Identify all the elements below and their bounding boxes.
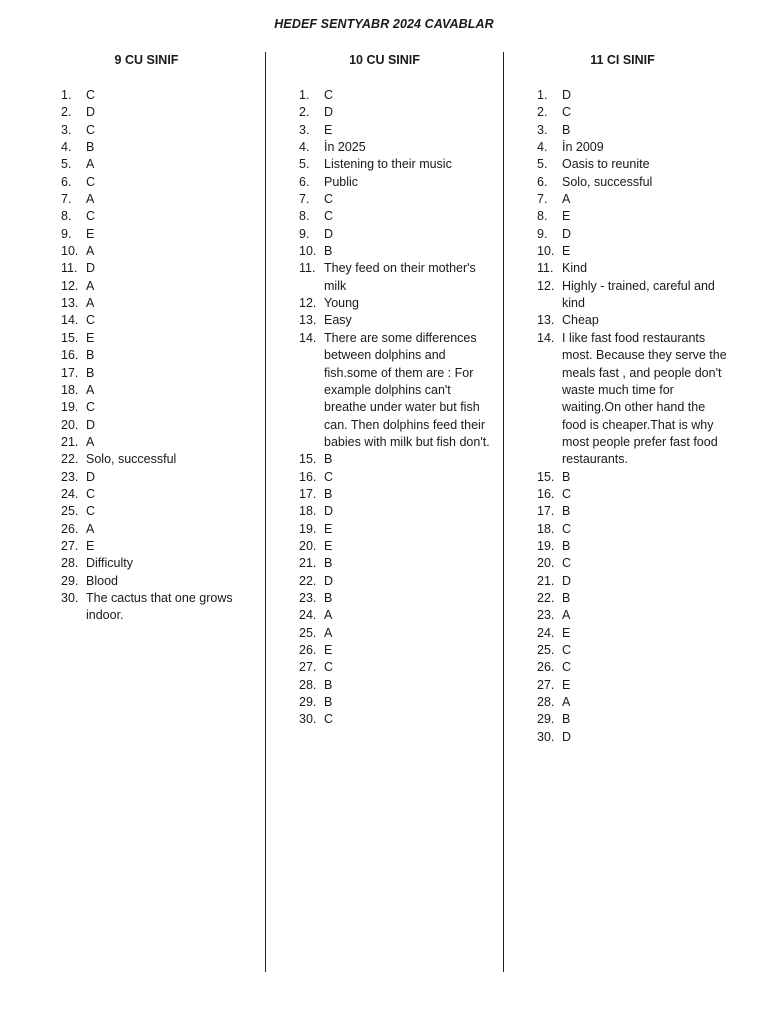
answer-number: 17.	[61, 365, 79, 380]
answer-text: Solo, successful	[562, 174, 653, 189]
answer-number: 23.	[537, 608, 555, 623]
answer-number: 7.	[537, 192, 548, 207]
answer-text: Young	[324, 296, 359, 311]
answer-list	[537, 87, 732, 746]
answer-text: İn 2009	[562, 140, 604, 155]
answer-text: D	[86, 417, 96, 432]
answer-text: Kind	[562, 261, 588, 276]
answer-text: C	[86, 400, 96, 415]
answer-number: 18.	[61, 382, 79, 397]
answer-number: 4.	[299, 140, 310, 155]
answer-item	[537, 694, 732, 711]
answer-text: E	[562, 625, 571, 640]
answer-item	[61, 590, 241, 625]
answer-text: I like fast food restaurants most. Because they serve the meals fast , and people don't waste much time for waiting.On other hand the food is cheaper.That is why most people prefer fast food restaurants.	[562, 330, 727, 467]
answer-number: 23.	[61, 469, 79, 484]
answer-text: A	[86, 434, 95, 449]
answer-item	[537, 729, 732, 746]
answer-item	[61, 434, 241, 451]
answer-item	[537, 659, 732, 676]
answer-text: C	[562, 643, 572, 657]
answer-number: 28.	[299, 677, 317, 692]
answer-item	[299, 330, 491, 451]
answer-item	[537, 156, 732, 173]
answer-item	[537, 104, 732, 121]
answer-number: 29.	[537, 712, 555, 727]
answer-text: D	[324, 504, 334, 519]
answer-text: A	[562, 192, 571, 207]
answer-item	[537, 555, 732, 572]
answer-text: C	[562, 521, 572, 536]
answer-text: Oasis to reunite	[562, 157, 650, 172]
answer-number: 16.	[61, 348, 79, 363]
answer-item	[61, 330, 241, 347]
answer-number: 11.	[537, 261, 554, 276]
answer-number: 22.	[61, 452, 79, 467]
answer-text: A	[562, 695, 571, 710]
answer-item	[299, 104, 491, 121]
answer-item	[61, 486, 241, 503]
answer-list	[61, 87, 241, 625]
answer-text: B	[562, 538, 571, 553]
answer-text: They feed on their mother's milk	[324, 261, 476, 293]
answer-item	[299, 87, 491, 104]
answer-number: 16.	[537, 486, 555, 501]
answer-item	[61, 87, 241, 104]
answer-text: B	[324, 452, 333, 467]
answer-text: B	[324, 244, 333, 259]
answer-item	[537, 330, 732, 469]
answer-number: 28.	[537, 695, 555, 710]
answer-text: E	[562, 244, 571, 259]
answer-number: 4.	[537, 140, 548, 155]
answer-text: D	[562, 226, 572, 241]
answer-text: C	[324, 209, 334, 224]
answer-text: İn 2025	[324, 140, 366, 155]
answer-item	[299, 451, 491, 468]
answer-item	[537, 590, 732, 607]
document-title: HEDEF SENTYABR 2024 CAVABLAR	[274, 17, 494, 31]
answer-number: 27.	[61, 538, 79, 553]
answer-text: C	[562, 556, 572, 571]
answer-text: B	[324, 695, 333, 710]
answer-number: 3.	[299, 122, 310, 137]
answer-item	[61, 156, 241, 173]
answer-text: C	[86, 486, 96, 501]
answer-text: D	[562, 573, 572, 588]
answer-text: C	[86, 88, 96, 102]
answer-text: B	[324, 677, 333, 692]
answer-number: 19.	[61, 400, 79, 415]
answer-text: C	[324, 712, 334, 727]
answer-text: A	[324, 625, 333, 640]
answer-item	[537, 521, 732, 538]
answer-number: 13.	[299, 313, 317, 328]
answer-item	[61, 191, 241, 208]
answer-item	[537, 226, 732, 243]
answer-item	[299, 659, 491, 676]
answer-number: 7.	[299, 192, 310, 207]
answer-item	[299, 521, 491, 538]
answer-item	[61, 243, 241, 260]
answer-number: 26.	[299, 643, 317, 657]
answer-number: 21.	[299, 556, 317, 571]
answer-number: 5.	[299, 157, 310, 172]
answer-item	[61, 139, 241, 156]
answer-item	[61, 278, 241, 295]
answer-number: 9.	[537, 226, 548, 241]
answer-text: C	[324, 469, 334, 484]
answer-item	[299, 503, 491, 520]
answer-number: 2.	[299, 105, 310, 120]
answer-text: C	[86, 313, 96, 328]
answer-item	[299, 295, 491, 312]
answer-text: B	[86, 348, 95, 363]
answer-item	[537, 642, 732, 659]
answer-text: E	[562, 677, 571, 692]
answer-item	[537, 87, 732, 104]
answer-text: D	[324, 573, 334, 588]
answer-item	[299, 486, 491, 503]
answer-text: E	[86, 226, 95, 241]
answer-item	[537, 625, 732, 642]
answer-number: 30.	[61, 590, 79, 605]
answer-item	[537, 139, 732, 156]
answer-text: B	[562, 504, 571, 519]
answer-number: 8.	[299, 209, 310, 224]
answer-number: 3.	[61, 122, 72, 137]
answer-text: A	[86, 296, 95, 311]
answer-item	[299, 243, 491, 260]
answer-number: 20.	[299, 538, 317, 553]
answer-number: 6.	[299, 174, 310, 189]
answer-item	[299, 174, 491, 191]
answer-number: 10.	[299, 244, 317, 259]
answer-number: 17.	[537, 504, 555, 519]
answer-text: D	[86, 105, 96, 120]
answer-number: 3.	[537, 122, 548, 137]
answer-number: 26.	[537, 660, 555, 675]
answer-number: 27.	[537, 677, 555, 692]
answer-text: B	[324, 590, 333, 605]
answer-item	[61, 451, 241, 468]
answer-item	[61, 174, 241, 191]
answer-text: C	[562, 660, 572, 675]
answer-number: 29.	[61, 573, 79, 588]
answer-number: 14.	[61, 313, 79, 328]
answer-number: 21.	[537, 573, 555, 588]
answer-text: B	[324, 556, 333, 571]
answer-text: C	[324, 660, 334, 675]
answer-text: A	[86, 278, 95, 293]
answer-text: D	[86, 469, 96, 484]
column-divider-right	[503, 52, 504, 972]
answer-text: A	[324, 608, 333, 623]
answer-item	[61, 382, 241, 399]
answer-text: Public	[324, 174, 359, 189]
answer-text: B	[562, 122, 571, 137]
answer-number: 11.	[299, 261, 316, 276]
answer-number: 7.	[61, 192, 72, 207]
answer-number: 13.	[537, 313, 555, 328]
answer-item	[299, 555, 491, 572]
answer-item	[61, 521, 241, 538]
answer-text: A	[86, 521, 95, 536]
answer-text: D	[562, 729, 572, 744]
answer-text: B	[324, 486, 333, 501]
answer-number: 1.	[299, 88, 310, 102]
answer-item	[299, 208, 491, 225]
answer-item	[299, 538, 491, 555]
answer-text: Easy	[324, 313, 352, 328]
answer-item	[299, 642, 491, 659]
answer-number: 30.	[537, 729, 555, 744]
column-heading: 10 CU SINIF	[349, 53, 420, 67]
answer-item	[537, 677, 732, 694]
answer-number: 25.	[299, 625, 317, 640]
answer-item	[61, 417, 241, 434]
answer-text: A	[86, 382, 95, 397]
answer-item	[299, 573, 491, 590]
answer-item	[61, 347, 241, 364]
answer-text: A	[86, 192, 95, 207]
answer-item	[299, 469, 491, 486]
answer-number: 14.	[299, 330, 317, 345]
answer-text: Blood	[86, 573, 118, 588]
answer-item	[537, 469, 732, 486]
answer-number: 16.	[299, 469, 317, 484]
answer-item	[61, 226, 241, 243]
answer-text: A	[562, 608, 571, 623]
answer-number: 18.	[537, 521, 555, 536]
answer-number: 30.	[299, 712, 317, 727]
answer-item	[61, 365, 241, 382]
answer-text: B	[562, 712, 571, 727]
answer-number: 12.	[61, 278, 79, 293]
answer-text: B	[562, 469, 571, 484]
column-heading: 11 CI SINIF	[590, 53, 655, 67]
answer-number: 24.	[537, 625, 555, 640]
answer-text: C	[86, 209, 96, 224]
answer-text: Listening to their music	[324, 157, 452, 172]
answer-number: 15.	[299, 452, 317, 467]
answer-item	[537, 191, 732, 208]
answer-number: 27.	[299, 660, 317, 675]
answer-item	[61, 555, 241, 572]
answer-item	[61, 503, 241, 520]
answer-text: C	[86, 504, 96, 519]
answer-number: 20.	[537, 556, 555, 571]
answer-item	[61, 399, 241, 416]
answer-item	[299, 122, 491, 139]
answer-text: E	[562, 209, 571, 224]
answer-text: Highly - trained, careful and kind	[562, 278, 715, 311]
answer-text: E	[86, 330, 95, 345]
answer-item	[61, 538, 241, 555]
answer-text: E	[324, 521, 333, 536]
answer-item	[299, 590, 491, 607]
answer-number: 22.	[537, 590, 555, 605]
answer-item	[61, 573, 241, 590]
answer-item	[537, 122, 732, 139]
answer-item	[299, 139, 491, 156]
answer-item	[537, 573, 732, 590]
answer-number: 24.	[61, 486, 79, 501]
answer-item	[61, 295, 241, 312]
answer-number: 9.	[299, 226, 310, 241]
answer-text: A	[86, 157, 95, 172]
answer-number: 4.	[61, 140, 72, 155]
answer-number: 25.	[537, 643, 555, 657]
answer-number: 19.	[537, 538, 555, 553]
answer-item	[299, 677, 491, 694]
column-heading: 9 CU SINIF	[114, 53, 179, 67]
answer-text: Difficulty	[86, 556, 134, 571]
answer-text: There are some differences between dolphins and fish.some of them are : For example dolphins can't breathe under water but fish can. Then dolphins feed their babies with milk but fish don't.	[324, 330, 490, 449]
answer-item	[299, 625, 491, 642]
answer-number: 17.	[299, 486, 317, 501]
answer-item	[299, 226, 491, 243]
answer-number: 11.	[61, 261, 78, 276]
answer-item	[537, 312, 732, 329]
answer-item	[299, 711, 491, 728]
answer-number: 15.	[61, 330, 79, 345]
answer-text: C	[86, 122, 96, 137]
answer-number: 21.	[61, 434, 79, 449]
answer-item	[537, 260, 732, 277]
answer-text: Cheap	[562, 313, 599, 328]
answer-text: B	[86, 140, 95, 155]
answer-text: D	[86, 261, 96, 276]
answer-number: 20.	[61, 417, 79, 432]
answer-item	[61, 260, 241, 277]
answer-number: 10.	[537, 244, 555, 259]
answer-item	[299, 312, 491, 329]
answer-item	[61, 104, 241, 121]
answer-number: 22.	[299, 573, 317, 588]
answer-number: 8.	[61, 209, 72, 224]
answer-number: 2.	[537, 105, 548, 120]
answer-item	[61, 122, 241, 139]
answer-text: B	[562, 590, 571, 605]
answer-item	[61, 208, 241, 225]
answer-item	[61, 312, 241, 329]
answer-number: 13.	[61, 296, 79, 311]
answer-number: 1.	[537, 88, 548, 102]
answer-number: 12.	[537, 278, 555, 293]
answer-number: 6.	[537, 174, 548, 189]
column-divider-left	[265, 52, 266, 972]
answer-text: D	[324, 226, 334, 241]
answer-number: 2.	[61, 105, 72, 120]
answer-number: 9.	[61, 226, 72, 241]
answer-number: 1.	[61, 88, 72, 102]
answer-number: 24.	[299, 608, 317, 623]
answer-text: E	[324, 122, 333, 137]
answer-text: C	[562, 105, 572, 120]
answer-number: 5.	[537, 157, 548, 172]
answer-item	[537, 174, 732, 191]
answer-text: E	[324, 643, 333, 657]
answer-item	[537, 607, 732, 624]
answer-text: C	[562, 486, 572, 501]
answer-text: E	[324, 538, 333, 553]
answer-item	[299, 191, 491, 208]
answer-number: 14.	[537, 330, 555, 345]
answer-item	[299, 607, 491, 624]
answer-item	[537, 208, 732, 225]
answer-text: C	[86, 174, 96, 189]
answer-item	[537, 538, 732, 555]
answer-text: The cactus that one grows indoor.	[86, 590, 233, 623]
answer-number: 12.	[299, 296, 317, 311]
answer-text: B	[86, 365, 95, 380]
answer-item	[299, 260, 491, 295]
answer-item	[537, 243, 732, 260]
answer-item	[537, 278, 732, 313]
answer-number: 15.	[537, 469, 555, 484]
answer-number: 29.	[299, 695, 317, 710]
answer-item	[299, 156, 491, 173]
answer-text: D	[562, 88, 572, 102]
answer-number: 28.	[61, 556, 79, 571]
answer-number: 23.	[299, 590, 317, 605]
answer-number: 18.	[299, 504, 317, 519]
answer-number: 19.	[299, 521, 317, 536]
answer-item	[537, 711, 732, 728]
answer-text: E	[86, 538, 95, 553]
answer-text: A	[86, 244, 95, 259]
answer-item	[61, 469, 241, 486]
answer-text: C	[324, 192, 334, 207]
answer-list	[299, 87, 491, 729]
answer-item	[299, 694, 491, 711]
answer-item	[537, 503, 732, 520]
answer-text: Solo, successful	[86, 452, 177, 467]
answer-text: C	[324, 88, 334, 102]
answer-number: 8.	[537, 209, 548, 224]
answer-text: D	[324, 105, 334, 120]
answer-item	[537, 486, 732, 503]
answer-number: 10.	[61, 244, 79, 259]
answer-number: 26.	[61, 521, 79, 536]
answer-number: 6.	[61, 174, 72, 189]
answer-number: 25.	[61, 504, 79, 519]
answer-number: 5.	[61, 157, 72, 172]
